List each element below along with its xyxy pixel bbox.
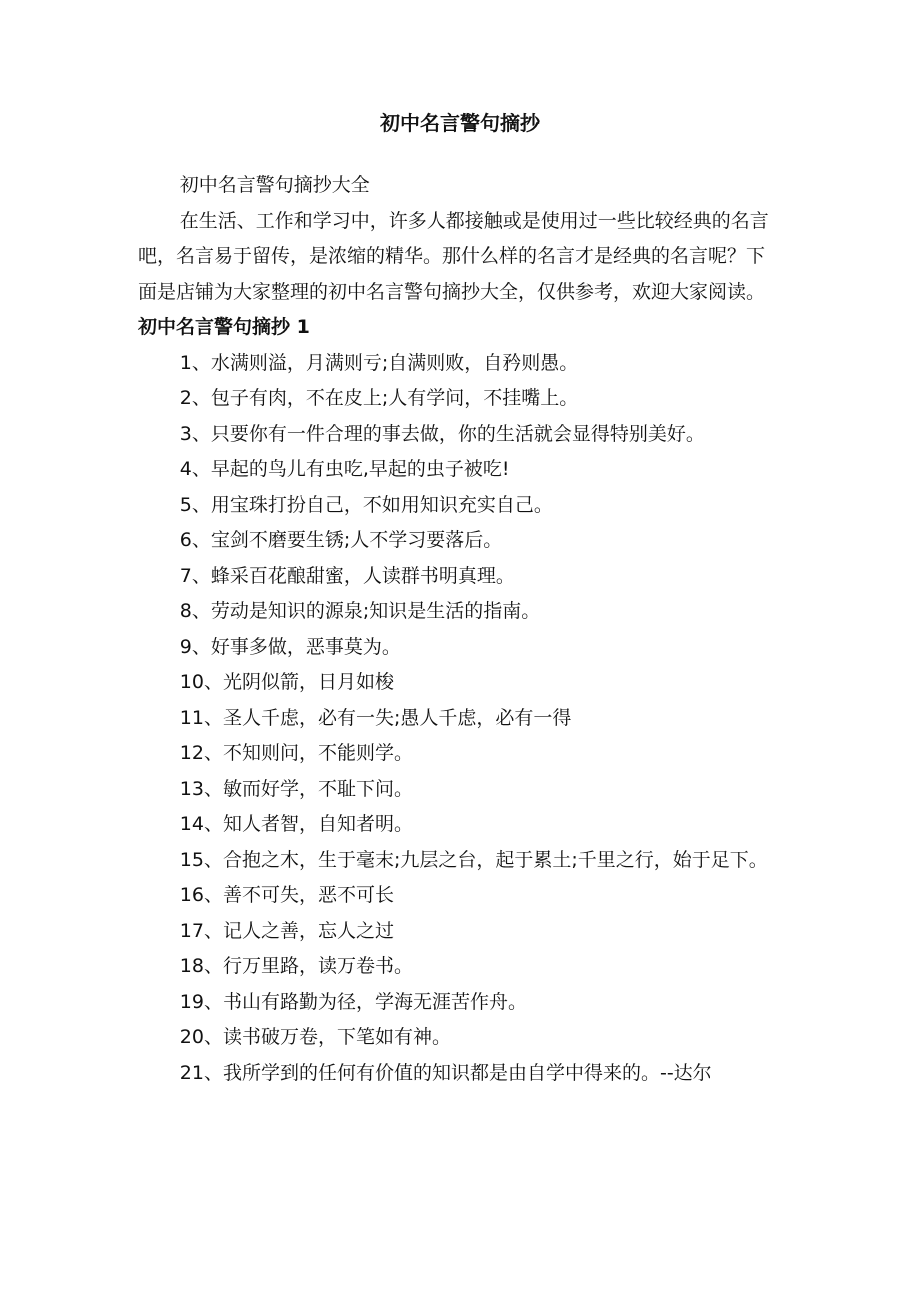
quote-item: 7、蜂采百花酿甜蜜，人读群书明真理。 — [179, 564, 515, 587]
quote-item: 18、行万里路，读万卷书。 — [179, 955, 413, 977]
quote-item: 10、光阴似箭，日月如梭 — [179, 671, 394, 693]
quote-item: 2、包子有肉，不在皮上;人有学问，不挂嘴上。 — [179, 387, 579, 409]
quote-item: 19、书山有路勤为径，学海无涯苦作舟。 — [179, 990, 527, 1013]
quote-item: 11、圣人千虑，必有一失;愚人千虑，必有一得 — [179, 706, 572, 729]
quote-item: 3、只要你有一件合理的事去做，你的生活就会显得特别美好。 — [179, 422, 705, 445]
intro-paragraph: 在生活、工作和学习中，许多人都接触或是使用过一些比较经典的名言吧，名言易于留传，是浓缩的精华。那什么样的名言才是经典的名言呢？下面是店铺为大家整理的初中名言警句摘抄大全，仅供参考，欢迎大家阅读。 — [138, 209, 769, 303]
quote-item: 13、敏而好学，不耻下问。 — [179, 777, 413, 800]
document-title: 初中名言警句摘抄 — [380, 111, 540, 135]
section-heading: 初中名言警句摘抄 1 — [138, 316, 310, 338]
quote-item: 9、好事多做，恶事莫为。 — [179, 635, 401, 658]
quote-item: 12、不知则问，不能则学。 — [179, 742, 413, 764]
quote-item: 17、记人之善，忘人之过 — [179, 919, 394, 942]
quote-item: 21、我所学到的任何有价值的知识都是由自学中得来的。--达尔 — [179, 1061, 712, 1084]
document-body — [138, 168, 783, 1091]
quote-item: 1、水满则溢，月满则亏;自满则败，自矜则愚。 — [179, 351, 579, 374]
quote-item: 4、早起的鸟儿有虫吃,早起的虫子被吃! — [179, 458, 510, 480]
quote-item: 20、读书破万卷，下笔如有神。 — [179, 1026, 451, 1048]
quote-item: 6、宝剑不磨要生锈;人不学习要落后。 — [179, 529, 503, 551]
quote-item: 5、用宝珠打扮自己，不如用知识充实自己。 — [179, 493, 553, 516]
subtitle: 初中名言警句摘抄大全 — [179, 174, 370, 196]
quote-item: 14、知人者智，自知者明。 — [179, 813, 413, 835]
quote-item: 8、劳动是知识的源泉;知识是生活的指南。 — [179, 600, 541, 622]
quote-item: 15、合抱之木，生于毫末;九层之台，起于累土;千里之行，始于足下。 — [179, 848, 768, 871]
quote-item: 16、善不可失，恶不可长 — [179, 884, 394, 906]
